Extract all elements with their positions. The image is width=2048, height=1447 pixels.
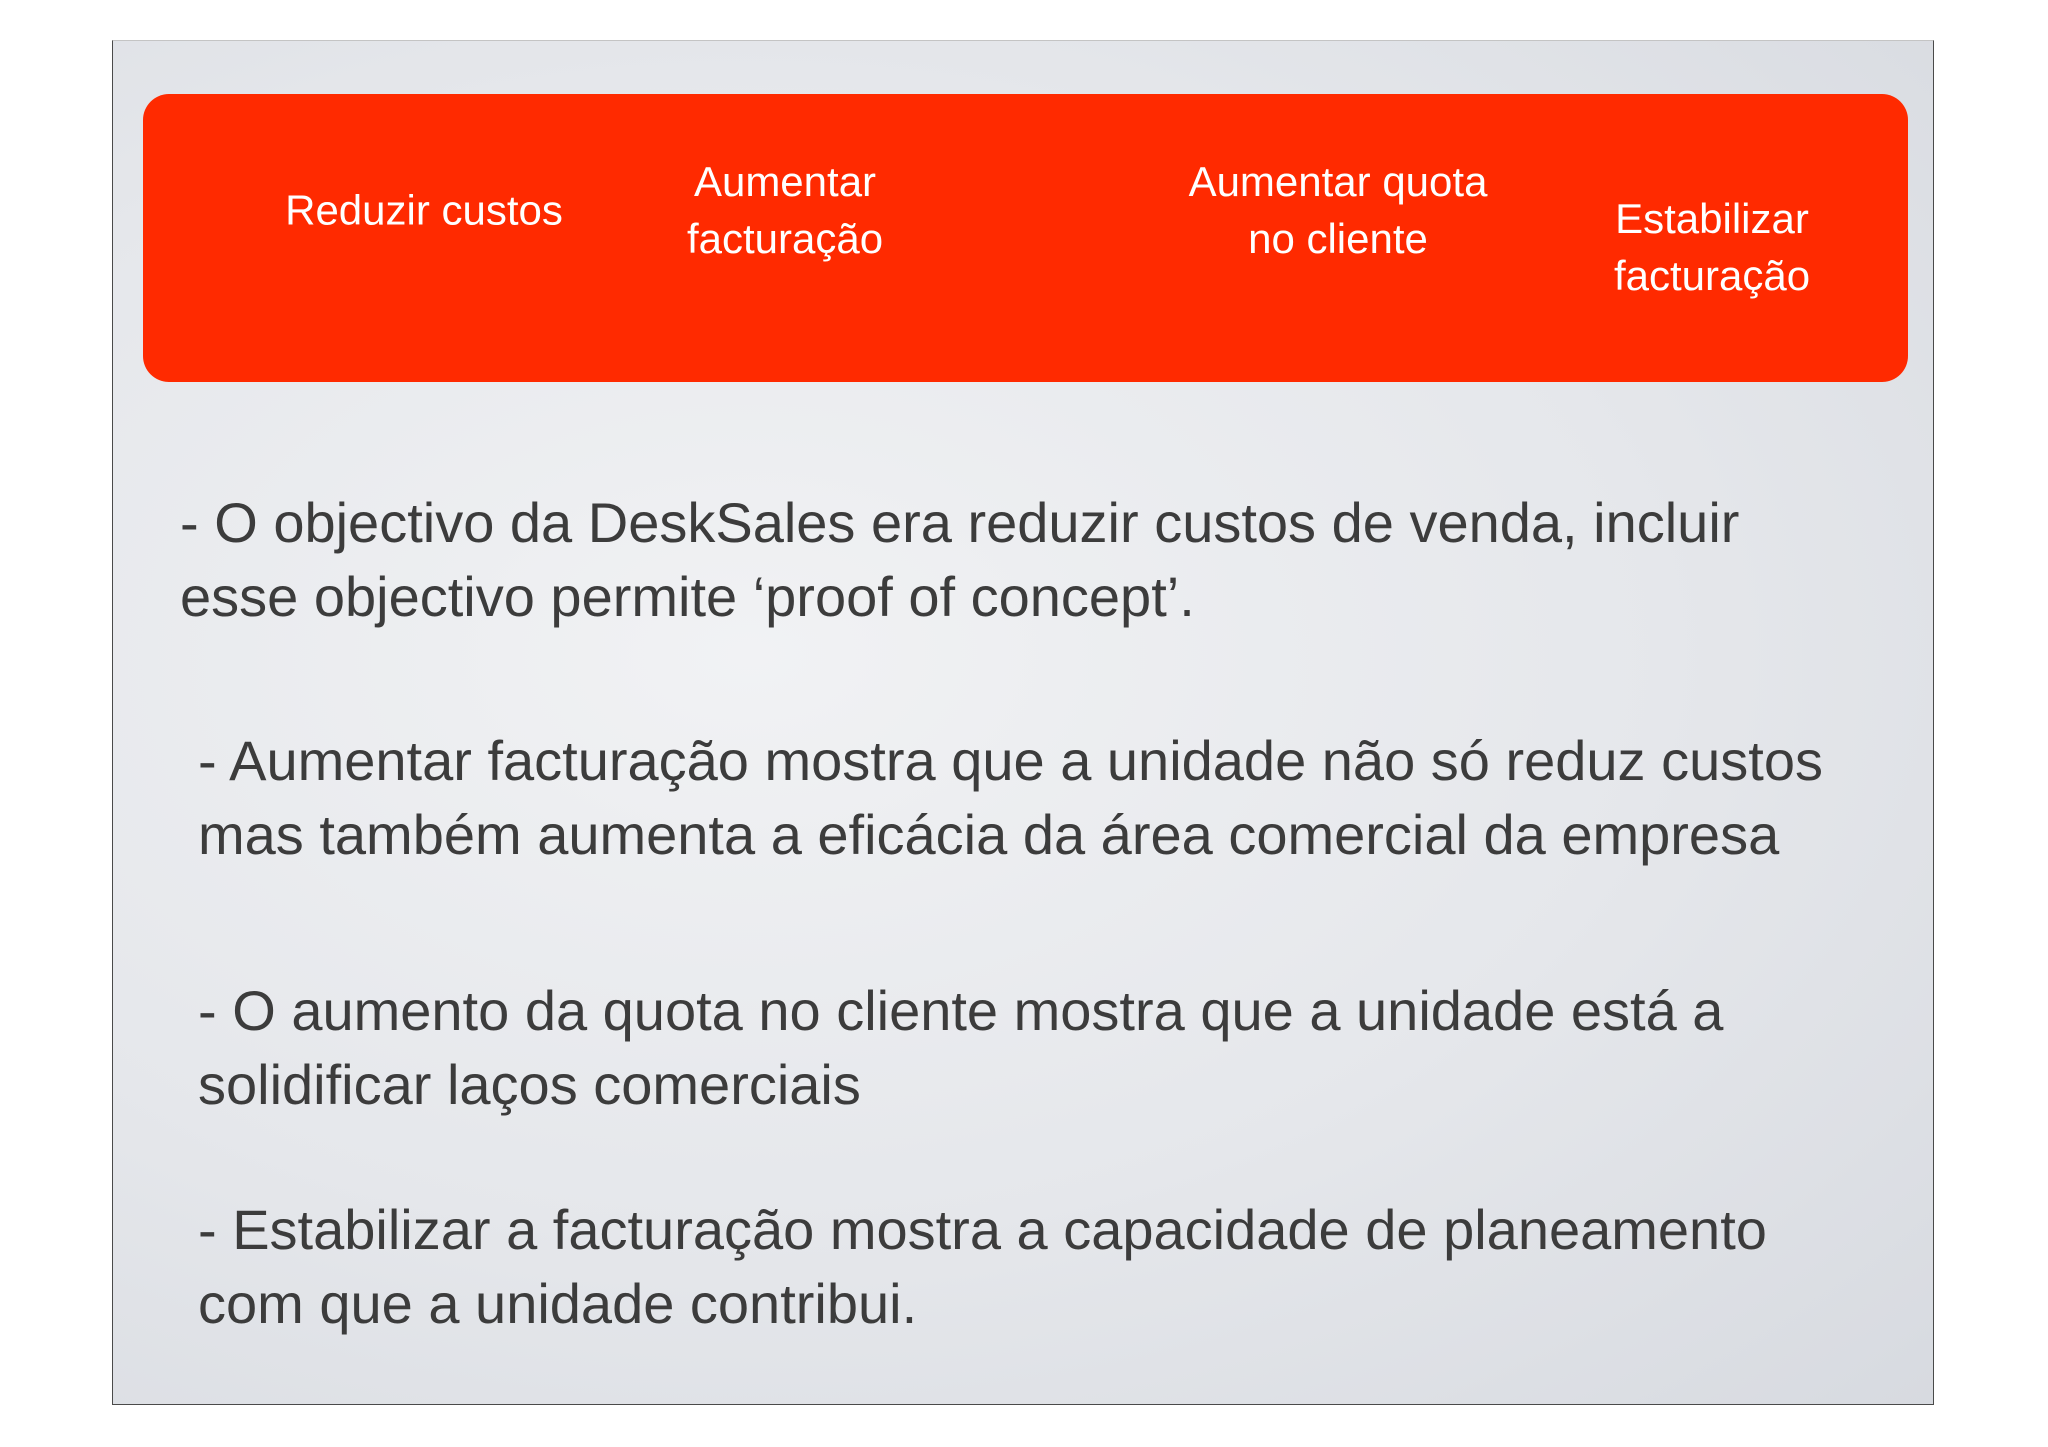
objective-label-aumentar-facturacao bbox=[687, 153, 883, 267]
bullet-line: - O aumento da quota no cliente mostra que a unidade está a bbox=[198, 979, 1724, 1042]
bullet-line: - Aumentar facturação mostra que a unidade não só reduz custos bbox=[198, 729, 1823, 792]
slide bbox=[112, 40, 1934, 1405]
objective-label-line: no cliente bbox=[1248, 215, 1428, 262]
bullet-line: mas também aumenta a eficácia da área comercial da empresa bbox=[198, 803, 1780, 866]
bullet-paragraph-aumento-quota bbox=[198, 974, 1723, 1122]
bullet-line: - O objectivo da DeskSales era reduzir custos de venda, incluir bbox=[180, 491, 1740, 554]
bullet-paragraph-aumentar-facturacao bbox=[198, 724, 1823, 872]
objectives-banner bbox=[143, 94, 1908, 382]
objective-label-estabilizar-facturacao bbox=[1614, 190, 1810, 304]
bullet-line: esse objectivo permite ‘proof of concept’. bbox=[180, 565, 1195, 628]
objective-label-line: Aumentar bbox=[693, 158, 877, 205]
bullet-line: solidificar laços comerciais bbox=[198, 1053, 861, 1116]
bullet-line: com que a unidade contribui. bbox=[198, 1272, 918, 1335]
bullet-line: - Estabilizar a facturação mostra a capacidade de planeamento bbox=[198, 1198, 1767, 1261]
objective-label-line: facturação bbox=[1613, 252, 1811, 299]
bullet-paragraph-estabilizar-facturacao bbox=[198, 1193, 1767, 1341]
objective-label-reduzir-custos bbox=[285, 182, 563, 239]
objective-label-line: Estabilizar bbox=[1615, 195, 1809, 242]
objective-label-line: Reduzir custos bbox=[285, 186, 563, 234]
objective-label-line: Aumentar quota bbox=[1188, 158, 1488, 205]
objective-label-aumentar-quota bbox=[1189, 153, 1488, 267]
objective-label-line: facturação bbox=[686, 215, 884, 262]
bullet-paragraph-proof-of-concept bbox=[180, 486, 1739, 634]
